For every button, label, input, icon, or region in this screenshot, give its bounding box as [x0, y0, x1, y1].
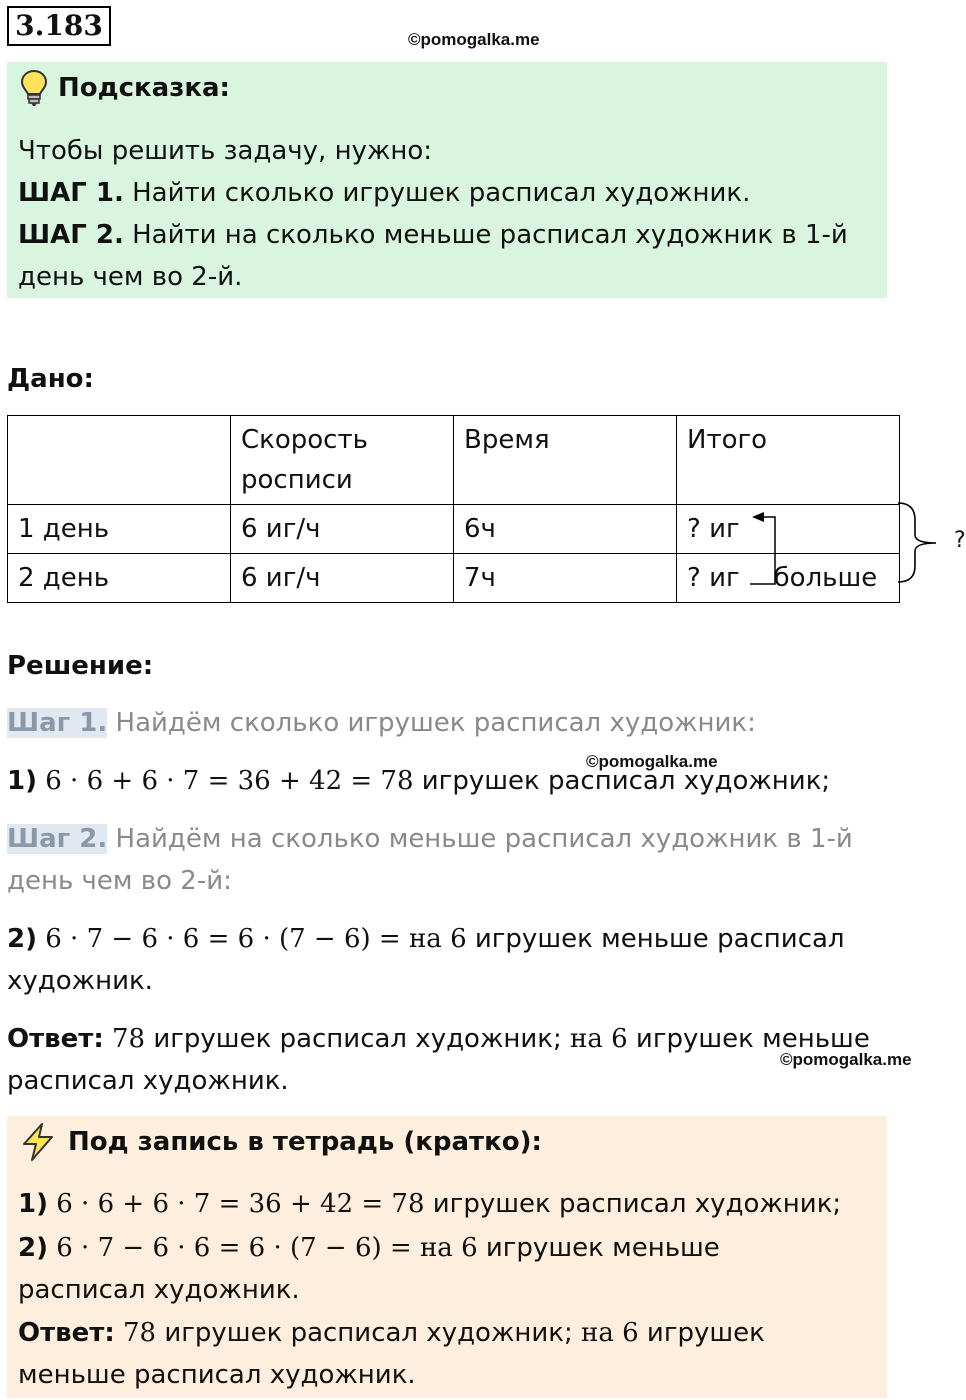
- nb-answer-text1: игрушек расписал художник;: [156, 1318, 573, 1348]
- hint-step1-text: Найти сколько игрушек расписал художник.: [123, 178, 751, 208]
- table-header-cell: Время: [454, 416, 677, 505]
- nb-eq2-number: 2): [18, 1233, 48, 1263]
- nb-answer-label: Ответ:: [18, 1318, 115, 1348]
- eq1-number: 1): [7, 766, 37, 796]
- eq2-math: 6 · 7 − 6 · 6 = 6 · (7 − 6) = на 6: [36, 924, 467, 954]
- header-speed-line1: Скорость: [241, 425, 368, 455]
- hint-step2-text-line2: день чем во 2-й.: [18, 262, 243, 292]
- eq1-math: 6 · 6 + 6 · 7 = 36 + 42 = 78: [36, 766, 414, 796]
- nb-answer-math1: 78: [114, 1318, 157, 1348]
- solution-eq1: [7, 760, 830, 802]
- brace-mark: ?: [954, 528, 966, 553]
- table-cell: 6 иг/ч: [231, 554, 454, 603]
- nb-eq2-text-line2: расписал художник.: [18, 1275, 300, 1305]
- nb-eq2-math: 6 · 7 − 6 · 6 = 6 · (7 − 6) = на 6: [47, 1233, 478, 1263]
- solution-eq2: [7, 918, 845, 960]
- table-cell: 1 день: [8, 505, 231, 554]
- step2-text-line2: день чем во 2-й:: [7, 866, 232, 896]
- solution-title: Решение:: [7, 651, 154, 681]
- watermark-top: ©pomogalka.me: [408, 30, 540, 49]
- table-cell: ? иг: [677, 505, 900, 554]
- hint-step2-label: ШАГ 2.: [18, 220, 124, 250]
- step1-text: Найдём сколько игрушек расписал художник:: [107, 708, 756, 738]
- answer-text1: игрушек расписал художник;: [145, 1024, 562, 1054]
- nb-eq1-number: 1): [18, 1189, 48, 1219]
- nb-answer-math2: на 6: [572, 1318, 639, 1348]
- problem-number: 3.183: [7, 6, 111, 46]
- table-cell: 2 день: [8, 554, 231, 603]
- given-title: Дано:: [7, 364, 94, 394]
- eq1-text: игрушек расписал художник;: [413, 766, 831, 796]
- solution-answer: [7, 1018, 870, 1060]
- table-cell: 6 иг/ч: [231, 505, 454, 554]
- table-cell: 7ч: [454, 554, 677, 603]
- table-cell: 6ч: [454, 505, 677, 554]
- answer-math2: на 6: [561, 1024, 628, 1054]
- notebook-title: Под запись в тетрадь (кратко):: [68, 1127, 542, 1157]
- header-speed-line2: росписи: [241, 465, 353, 495]
- nb-eq1-math: 6 · 6 + 6 · 7 = 36 + 42 = 78: [47, 1189, 425, 1219]
- answer-text2-line2: расписал художник.: [7, 1066, 289, 1096]
- notebook-eq1: [18, 1183, 841, 1225]
- notebook-eq2: [18, 1227, 720, 1269]
- solution-step2: [7, 818, 853, 860]
- step2-label: Шаг 2.: [7, 824, 108, 854]
- total-value: ? иг: [687, 563, 740, 593]
- comparison-arrow-icon: [0, 0, 960, 620]
- eq2-text-line1: игрушек меньше расписал: [466, 924, 845, 954]
- answer-text2-line1: игрушек меньше: [627, 1024, 870, 1054]
- watermark-bottom: ©pomogalka.me: [780, 1050, 912, 1069]
- step1-label: Шаг 1.: [7, 708, 108, 738]
- hint-step1-label: ШАГ 1.: [18, 178, 124, 208]
- nb-answer-text2-line2: меньше расписал художник.: [18, 1360, 416, 1390]
- table-header-cell: Итого: [677, 416, 900, 505]
- nb-eq2-text-line1: игрушек меньше: [477, 1233, 720, 1263]
- comparison-note: больше: [773, 563, 878, 593]
- hint-title: Подсказка:: [58, 73, 230, 103]
- step2-text-line1: Найдём на сколько меньше расписал художник в 1-й: [107, 824, 853, 854]
- answer-label: Ответ:: [7, 1024, 104, 1054]
- nb-answer-text2-line1: игрушек: [638, 1318, 765, 1348]
- lightning-icon: [18, 1122, 58, 1162]
- hint-intro: Чтобы решить задачу, нужно:: [18, 136, 433, 166]
- watermark-middle: ©pomogalka.me: [586, 752, 718, 771]
- nb-eq1-text: игрушек расписал художник;: [424, 1189, 842, 1219]
- solution-step1: [7, 702, 756, 744]
- notebook-answer: [18, 1312, 765, 1354]
- eq2-number: 2): [7, 924, 37, 954]
- answer-math1: 78: [103, 1024, 146, 1054]
- eq2-text-line2: художник.: [7, 966, 153, 996]
- hint-step2-text-line1: Найти на сколько меньше расписал художник в 1-й: [123, 220, 848, 250]
